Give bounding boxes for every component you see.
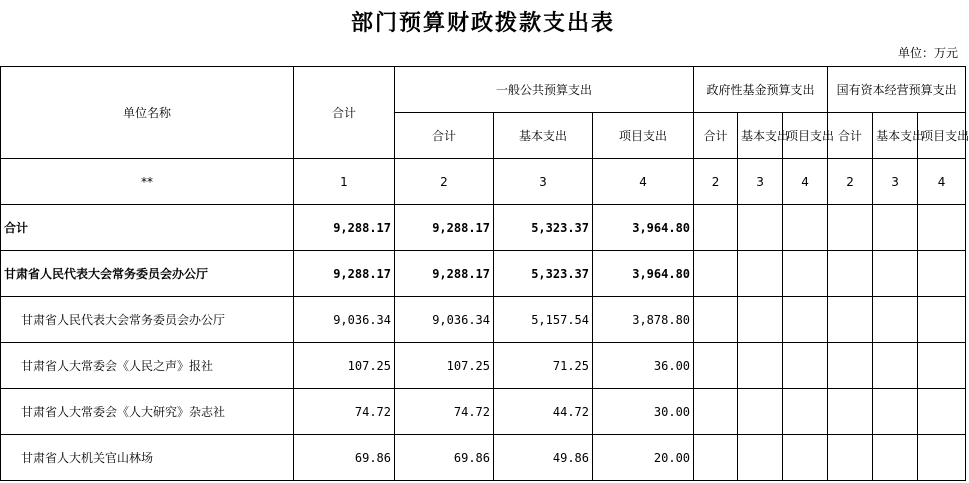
empty-cell bbox=[738, 389, 783, 435]
empty-cell bbox=[873, 205, 918, 251]
row-total: 9,288.17 bbox=[294, 251, 395, 297]
header-gf-project: 项目支出 bbox=[783, 113, 828, 159]
empty-cell bbox=[828, 251, 873, 297]
table-row bbox=[1, 435, 966, 481]
empty-cell bbox=[828, 343, 873, 389]
header-unit-name: 单位名称 bbox=[1, 67, 294, 159]
row-total: 9,036.34 bbox=[294, 297, 395, 343]
index-g4: 4 bbox=[783, 159, 828, 205]
empty-cell bbox=[783, 297, 828, 343]
header-gp-total: 合计 bbox=[395, 113, 494, 159]
row-gp-total: 9,036.34 bbox=[395, 297, 494, 343]
table-row bbox=[1, 297, 966, 343]
empty-cell bbox=[694, 251, 738, 297]
empty-cell bbox=[828, 297, 873, 343]
index-g3: 3 bbox=[738, 159, 783, 205]
header-gf-total: 合计 bbox=[694, 113, 738, 159]
row-total: 74.72 bbox=[294, 389, 395, 435]
row-name: 甘肃省人民代表大会常务委员会办公厅 bbox=[1, 251, 294, 297]
budget-table bbox=[0, 66, 969, 481]
index-c3: 3 bbox=[494, 159, 593, 205]
index-row bbox=[1, 159, 966, 205]
row-gp-total: 74.72 bbox=[395, 389, 494, 435]
header-sc-total: 合计 bbox=[828, 113, 873, 159]
row-basic: 44.72 bbox=[494, 389, 593, 435]
row-gp-total: 69.86 bbox=[395, 435, 494, 481]
header-sc-basic: 基本支出 bbox=[873, 113, 918, 159]
empty-cell bbox=[918, 251, 966, 297]
row-basic: 49.86 bbox=[494, 435, 593, 481]
row-total: 9,288.17 bbox=[294, 205, 395, 251]
empty-cell bbox=[738, 343, 783, 389]
row-project: 36.00 bbox=[593, 343, 694, 389]
empty-cell bbox=[918, 389, 966, 435]
row-project: 20.00 bbox=[593, 435, 694, 481]
row-name: 甘肃省人大常委会《人民之声》报社 bbox=[1, 343, 294, 389]
empty-cell bbox=[738, 205, 783, 251]
empty-cell bbox=[828, 389, 873, 435]
row-project: 30.00 bbox=[593, 389, 694, 435]
header-gov-fund: 政府性基金预算支出 bbox=[694, 67, 828, 113]
table-row bbox=[1, 343, 966, 389]
empty-cell bbox=[918, 343, 966, 389]
empty-cell bbox=[873, 389, 918, 435]
empty-cell bbox=[694, 205, 738, 251]
row-basic: 5,323.37 bbox=[494, 205, 593, 251]
empty-cell bbox=[783, 435, 828, 481]
row-gp-total: 107.25 bbox=[395, 343, 494, 389]
empty-cell bbox=[694, 389, 738, 435]
empty-cell bbox=[738, 297, 783, 343]
index-g2: 2 bbox=[694, 159, 738, 205]
empty-cell bbox=[694, 297, 738, 343]
header-total: 合计 bbox=[294, 67, 395, 159]
index-c1: 1 bbox=[294, 159, 395, 205]
row-basic: 71.25 bbox=[494, 343, 593, 389]
header-sc-project: 项目支出 bbox=[918, 113, 966, 159]
unit-label: 单位：万元 bbox=[897, 46, 958, 60]
index-c2: 2 bbox=[395, 159, 494, 205]
header-state-capital: 国有资本经营预算支出 bbox=[828, 67, 966, 113]
index-s4: 4 bbox=[918, 159, 966, 205]
index-s3: 3 bbox=[873, 159, 918, 205]
row-name: 合计 bbox=[1, 205, 294, 251]
index-s2: 2 bbox=[828, 159, 873, 205]
empty-cell bbox=[873, 435, 918, 481]
row-gp-total: 9,288.17 bbox=[395, 251, 494, 297]
empty-cell bbox=[783, 205, 828, 251]
empty-cell bbox=[738, 251, 783, 297]
header-general-budget: 一般公共预算支出 bbox=[395, 67, 694, 113]
empty-cell bbox=[918, 435, 966, 481]
header-gf-basic: 基本支出 bbox=[738, 113, 783, 159]
empty-cell bbox=[738, 435, 783, 481]
table-row bbox=[1, 205, 966, 251]
row-name: 甘肃省人大机关官山林场 bbox=[1, 435, 294, 481]
index-c4: 4 bbox=[593, 159, 694, 205]
row-gp-total: 9,288.17 bbox=[395, 205, 494, 251]
header-row-1 bbox=[1, 67, 966, 113]
row-total: 69.86 bbox=[294, 435, 395, 481]
empty-cell bbox=[828, 435, 873, 481]
row-project: 3,964.80 bbox=[593, 205, 694, 251]
index-name: ** bbox=[1, 159, 294, 205]
table-row bbox=[1, 389, 966, 435]
empty-cell bbox=[783, 343, 828, 389]
empty-cell bbox=[783, 251, 828, 297]
row-name: 甘肃省人大常委会《人大研究》杂志社 bbox=[1, 389, 294, 435]
page-title: 部门预算财政拨款支出表 bbox=[350, 10, 615, 36]
empty-cell bbox=[873, 297, 918, 343]
row-basic: 5,157.54 bbox=[494, 297, 593, 343]
row-project: 3,878.80 bbox=[593, 297, 694, 343]
row-project: 3,964.80 bbox=[593, 251, 694, 297]
row-basic: 5,323.37 bbox=[494, 251, 593, 297]
empty-cell bbox=[873, 251, 918, 297]
table-row bbox=[1, 251, 966, 297]
header-gp-project: 项目支出 bbox=[593, 113, 694, 159]
row-total: 107.25 bbox=[294, 343, 395, 389]
empty-cell bbox=[918, 205, 966, 251]
empty-cell bbox=[873, 343, 918, 389]
empty-cell bbox=[694, 435, 738, 481]
header-gp-basic: 基本支出 bbox=[494, 113, 593, 159]
empty-cell bbox=[918, 297, 966, 343]
empty-cell bbox=[694, 343, 738, 389]
row-name: 甘肃省人民代表大会常务委员会办公厅 bbox=[1, 297, 294, 343]
empty-cell bbox=[828, 205, 873, 251]
empty-cell bbox=[783, 389, 828, 435]
